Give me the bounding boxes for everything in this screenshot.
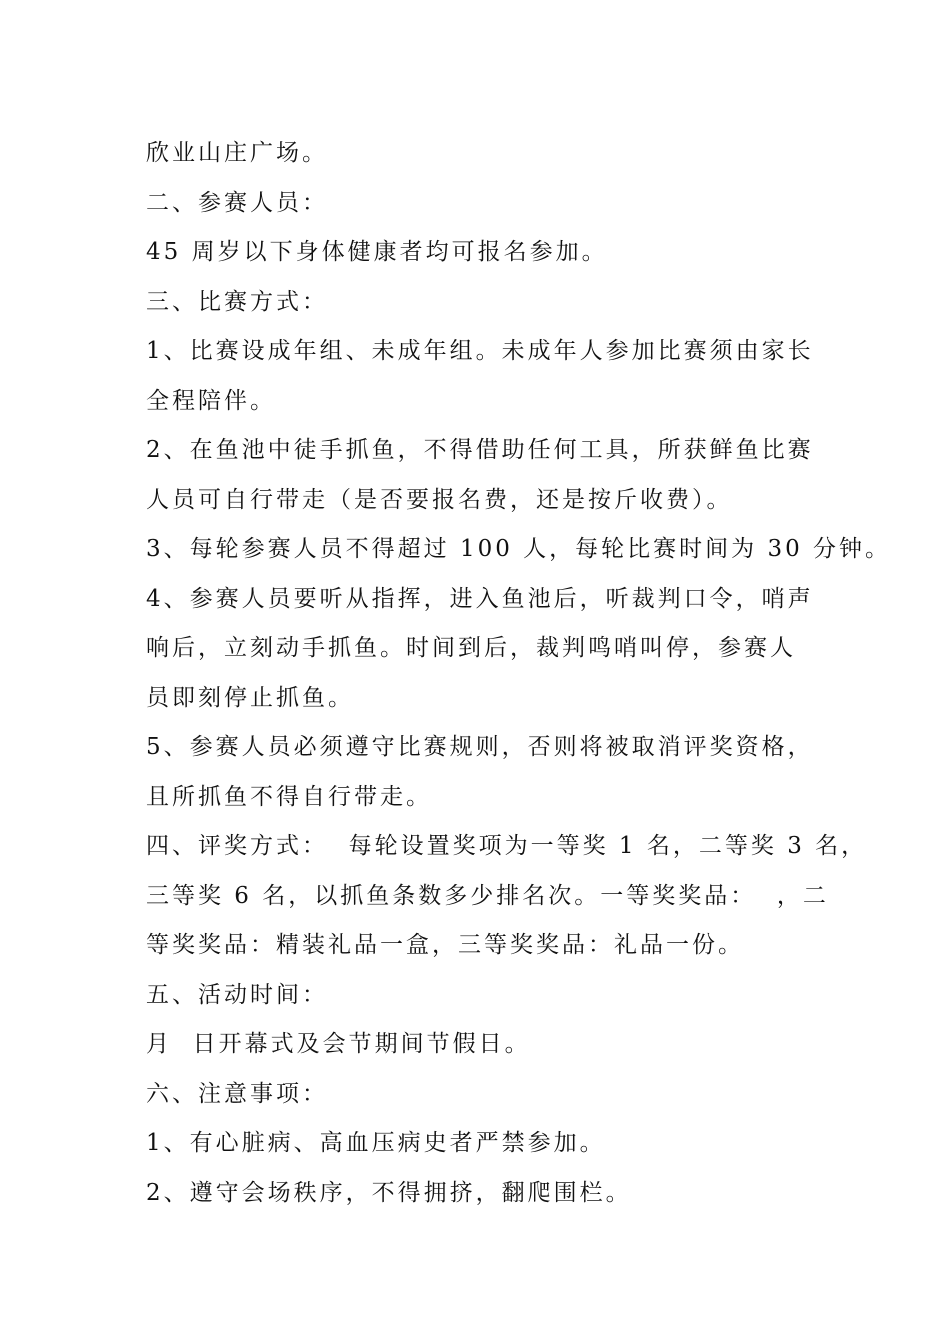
note-1: 1、有心脏病、高血压病史者严禁参加。: [146, 1130, 606, 1156]
rule-5-line-1: 5、参赛人员必须遵守比赛规则，否则将被取消评奖资格，: [146, 734, 814, 760]
section-heading-time: 五、活动时间：: [146, 981, 328, 1008]
note-2: 2、遵守会场秩序，不得拥挤，翻爬围栏。: [146, 1179, 632, 1206]
text-line-time: 月 日开幕式及会节期间节假日。: [146, 1031, 531, 1057]
text-line-venue: 欣业山庄广场。: [146, 140, 328, 166]
rule-1-line-1: 1、比赛设成年组、未成年组。未成年人参加比赛须由家长: [146, 338, 814, 364]
rule-4-line-1: 4、参赛人员要听从指挥，进入鱼池后，听裁判口令，哨声: [146, 585, 814, 612]
section-heading-awards: 四、评奖方式： 每轮设置奖项为一等奖 1 名，二等奖 3 名，: [146, 833, 868, 859]
text-line-eligibility: 45 周岁以下身体健康者均可报名参加。: [146, 239, 608, 265]
rule-1-line-2: 全程陪伴。: [146, 387, 276, 414]
document-body: [146, 129, 892, 1218]
section-heading-format: 三、比赛方式：: [146, 288, 328, 315]
section-heading-notes: 六、注意事项：: [146, 1080, 328, 1107]
awards-line-2: 三等奖 6 名，以抓鱼条数多少排名次。一等奖奖品： ，二: [146, 882, 829, 909]
rule-4-line-2: 响后，立刻动手抓鱼。时间到后，裁判鸣哨叫停，参赛人: [146, 635, 796, 661]
section-heading-participants: 二、参赛人员：: [146, 189, 328, 216]
awards-line-3: 等奖奖品：精装礼品一盒，三等奖奖品：礼品一份。: [146, 932, 744, 958]
rule-2-line-1: 2、在鱼池中徒手抓鱼，不得借助任何工具，所获鲜鱼比赛: [146, 437, 814, 463]
rule-3-line-1: 3、每轮参赛人员不得超过 100 人，每轮比赛时间为 30 分钟。: [146, 536, 892, 562]
rule-5-line-2: 且所抓鱼不得自行带走。: [146, 783, 432, 810]
rule-2-line-2: 人员可自行带走（是否要报名费，还是按斤收费）。: [146, 486, 733, 513]
rule-4-line-3: 员即刻停止抓鱼。: [146, 684, 354, 711]
